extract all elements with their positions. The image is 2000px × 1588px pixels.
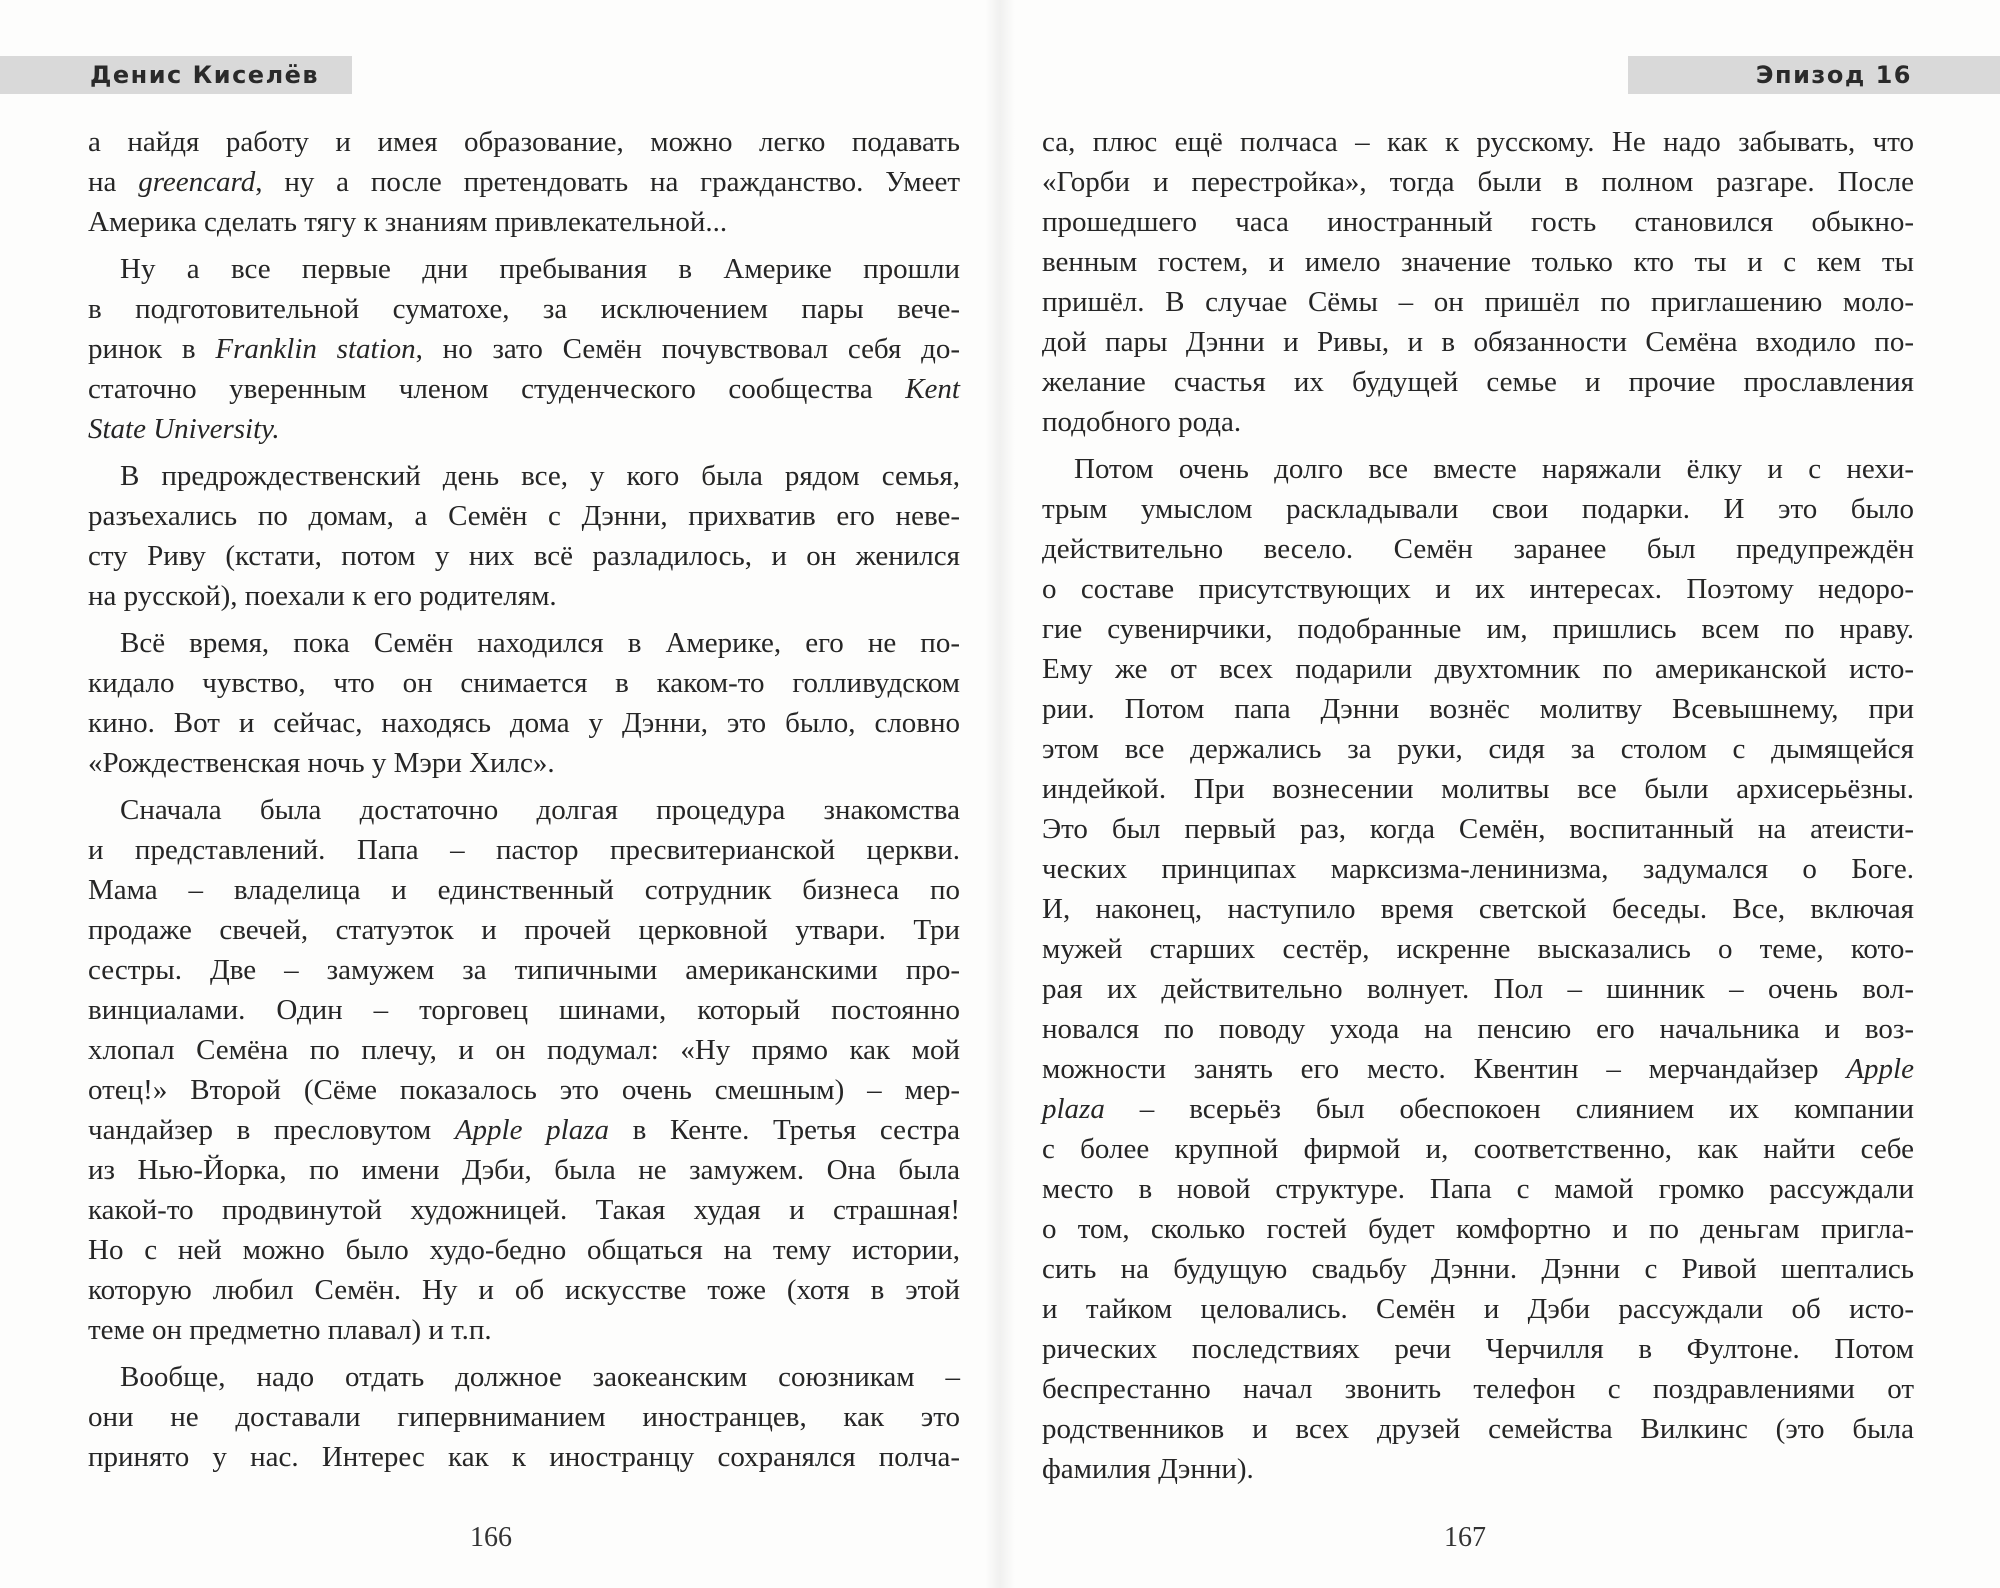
text-line: дой пары Дэнни и Ривы, и в обязанности Семёна входило по- bbox=[1042, 326, 1914, 358]
text-line: беспрестанно начал звонить телефон с поздравлениями от bbox=[1042, 1373, 1914, 1405]
text-line: чандайзер в пресловутом Apple plaza в Кенте. Третья сестра bbox=[88, 1114, 960, 1146]
text-line: действительно весело. Семён заранее был предупреждён bbox=[1042, 533, 1914, 565]
text-line: из Нью-Йорка, по имени Дэби, была не замужем. Она была bbox=[88, 1154, 960, 1186]
text-line: подобного рода. bbox=[1042, 406, 1242, 438]
text-line: новался по поводу ухода на пенсию его начальника и воз- bbox=[1042, 1013, 1914, 1045]
right-page bbox=[1000, 0, 2000, 1588]
text-line: рая их действительно волнует. Пол – шинник – очень вол- bbox=[1042, 973, 1914, 1005]
text-line: Сначала была достаточно долгая процедура знакомства bbox=[120, 794, 960, 826]
text-line: хлопал Семёна по плечу, и он подумал: «Ну прямо как мой bbox=[88, 1034, 960, 1066]
left-page-number: 166 bbox=[470, 1522, 512, 1553]
text-line: в подготовительной суматохе, за исключением пары вече- bbox=[88, 293, 960, 325]
text-line: В предрождественский день все, у кого была рядом семья, bbox=[120, 460, 960, 492]
text-line: статочно уверенным членом студенческого сообщества Kent bbox=[88, 373, 960, 405]
text-line: рических последствиях речи Черчилля в Фултоне. Потом bbox=[1042, 1333, 1914, 1365]
text-line: родственников и всех друзей семейства Вилкинс (это была bbox=[1042, 1413, 1914, 1445]
text-line: И, наконец, наступило время светской беседы. Все, включая bbox=[1042, 893, 1914, 925]
text-line: винциалами. Один – торговец шинами, который постоянно bbox=[88, 994, 960, 1026]
text-line: Америка сделать тягу к знаниям привлекательной... bbox=[88, 206, 728, 238]
text-line: Всё время, пока Семён находился в Америке, его не по- bbox=[120, 627, 960, 659]
text-line: мужей старших сестёр, искренне высказались о теме, кото- bbox=[1042, 933, 1914, 965]
text-line: о составе присутствующих и их интересах. Поэтому недоро- bbox=[1042, 573, 1914, 605]
right-page-number: 167 bbox=[1444, 1522, 1486, 1553]
text-line: теме он предметно плавал) и т.п. bbox=[88, 1314, 492, 1346]
text-line: разъехались по домам, а Семён с Дэнни, прихватив его неве- bbox=[88, 500, 960, 532]
text-line: можности занять его место. Квентин – мерчандайзер Apple bbox=[1042, 1053, 1914, 1085]
text-line: фамилия Дэнни). bbox=[1042, 1453, 1254, 1485]
text-line: пришёл. В случае Сёмы – он пришёл по приглашению моло- bbox=[1042, 286, 1914, 318]
text-line: которую любил Семён. Ну и об искусстве тоже (хотя в этой bbox=[88, 1274, 960, 1306]
text-line: сестры. Две – замужем за типичными американскими про- bbox=[88, 954, 960, 986]
text-line: о том, сколько гостей будет комфортно и по деньгам пригла- bbox=[1042, 1213, 1914, 1245]
text-line: кидало чувство, что он снимается в каком-то голливудском bbox=[88, 667, 960, 699]
text-line: и представлений. Папа – пастор пресвитерианской церкви. bbox=[88, 834, 960, 866]
text-line: желание счастья их будущей семье и прочие прославления bbox=[1042, 366, 1914, 398]
text-line: кино. Вот и сейчас, находясь дома у Дэнни, это было, словно bbox=[88, 707, 960, 739]
text-line: ческих принципах марксизма-ленинизма, задумался о Боге. bbox=[1042, 853, 1914, 885]
text-line: Вообще, надо отдать должное заокеанским союзникам – bbox=[120, 1361, 960, 1393]
text-line: принято у нас. Интерес как к иностранцу сохранялся полча- bbox=[88, 1441, 960, 1473]
text-line: этом все держались за руки, сидя за столом с дымящейся bbox=[1042, 733, 1914, 765]
text-line: Но с ней можно было худо-бедно общаться на тему истории, bbox=[88, 1234, 960, 1266]
text-line: венным гостем, и имело значение только кто ты и с кем ты bbox=[1042, 246, 1914, 278]
text-line: отец!» Второй (Сёме показалось это очень смешным) – мер- bbox=[88, 1074, 960, 1106]
text-line: прошедшего часа иностранный гость становился обыкно- bbox=[1042, 206, 1914, 238]
text-line: Ну а все первые дни пребывания в Америке прошли bbox=[120, 253, 960, 285]
text-line: Мама – владелица и единственный сотрудник бизнеса по bbox=[88, 874, 960, 906]
text-line: рии. Потом папа Дэнни вознёс молитву Всевышнему, при bbox=[1042, 693, 1914, 725]
text-line: какой-то продвинутой художницей. Такая худая и страшная! bbox=[88, 1194, 960, 1226]
text-line: сту Риву (кстати, потом у них всё разладилось, и он женился bbox=[88, 540, 960, 572]
text-line: они не доставали гипервниманием иностранцев, как это bbox=[88, 1401, 960, 1433]
text-line: Ему же от всех подарили двухтомник по американской исто- bbox=[1042, 653, 1914, 685]
text-line: индейкой. При вознесении молитвы все были архисерьёзны. bbox=[1042, 773, 1914, 805]
text-line: на русской), поехали к его родителям. bbox=[88, 580, 557, 612]
right-page-body bbox=[1042, 122, 1914, 1489]
text-line: гие сувенирчики, подобранные им, пришлись всем по нраву. bbox=[1042, 613, 1914, 645]
text-line: а найдя работу и имея образование, можно легко подавать bbox=[88, 126, 960, 158]
text-line: «Горби и перестройка», тогда были в полном разгаре. После bbox=[1042, 166, 1914, 198]
text-line: Потом очень долго все вместе наряжали ёлку и с нехи- bbox=[1074, 453, 1914, 485]
text-line: Это был первый раз, когда Семён, воспитанный на атеисти- bbox=[1042, 813, 1914, 845]
text-line: продаже свечей, статуэток и прочей церковной утвари. Три bbox=[88, 914, 960, 946]
text-line: са, плюс ещё полчаса – как к русскому. Не надо забывать, что bbox=[1042, 126, 1914, 158]
text-line: на greencard, ну а после претендовать на гражданство. Умеет bbox=[88, 166, 960, 198]
right-running-head: Эпизод 16 bbox=[1755, 61, 1912, 89]
text-line: место в новой структуре. Папа с мамой громко рассуждали bbox=[1042, 1173, 1914, 1205]
text-line: и тайком целовались. Семён и Дэби рассуждали об исто- bbox=[1042, 1293, 1914, 1325]
left-page-body bbox=[88, 122, 960, 1477]
text-line: сить на будущую свадьбу Дэнни. Дэнни с Ривой шептались bbox=[1042, 1253, 1914, 1285]
left-running-head: Денис Киселёв bbox=[90, 61, 320, 89]
text-line: State University. bbox=[88, 413, 280, 445]
text-line: ринок в Franklin station, но зато Семён почувствовал себя до- bbox=[88, 333, 961, 365]
text-line: plaza – всерьёз был обеспокоен слиянием их компании bbox=[1042, 1093, 1914, 1125]
text-line: трым умыслом раскладывали свои подарки. И это было bbox=[1042, 493, 1914, 525]
text-line: «Рождественская ночь у Мэри Хилс». bbox=[88, 747, 555, 779]
text-line: с более крупной фирмой и, соответственно, как найти себе bbox=[1042, 1133, 1914, 1165]
